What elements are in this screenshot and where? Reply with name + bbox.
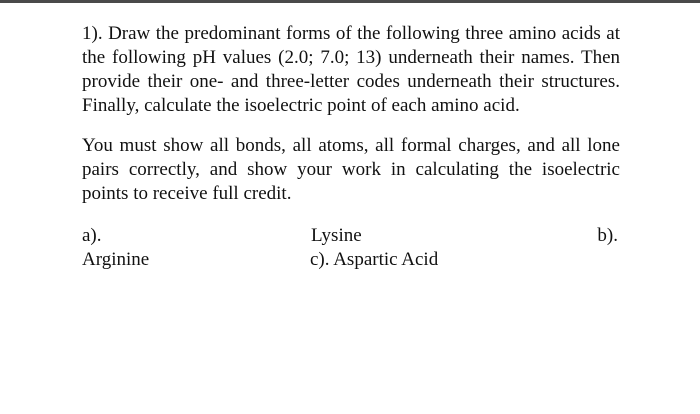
grading-note-paragraph: You must show all bonds, all atoms, all formal charges, and all lone pairs correctly, and show your work in calculating the isoelectric points to receive full credit. [82,135,620,204]
item-b-label: b). [597,225,618,246]
item-b-name: Lysine [311,225,362,246]
instructions-paragraph: 1). Draw the predominant forms of the following three amino acids at the following pH values (2.0; 7.0; 13) underneath their names. Then provide their one- and three-letter codes underneath their structures. Finally, calculate the isoelectric point of each amino acid. [82,23,620,116]
item-a-label: a). [82,225,102,246]
amino-acid-names-row [82,248,620,272]
amino-acid-labels-row [82,224,620,248]
question-block [82,22,620,272]
item-c-label: c). Aspartic Acid [310,249,439,270]
item-a-name: Arginine [82,249,150,270]
top-border [0,0,700,3]
